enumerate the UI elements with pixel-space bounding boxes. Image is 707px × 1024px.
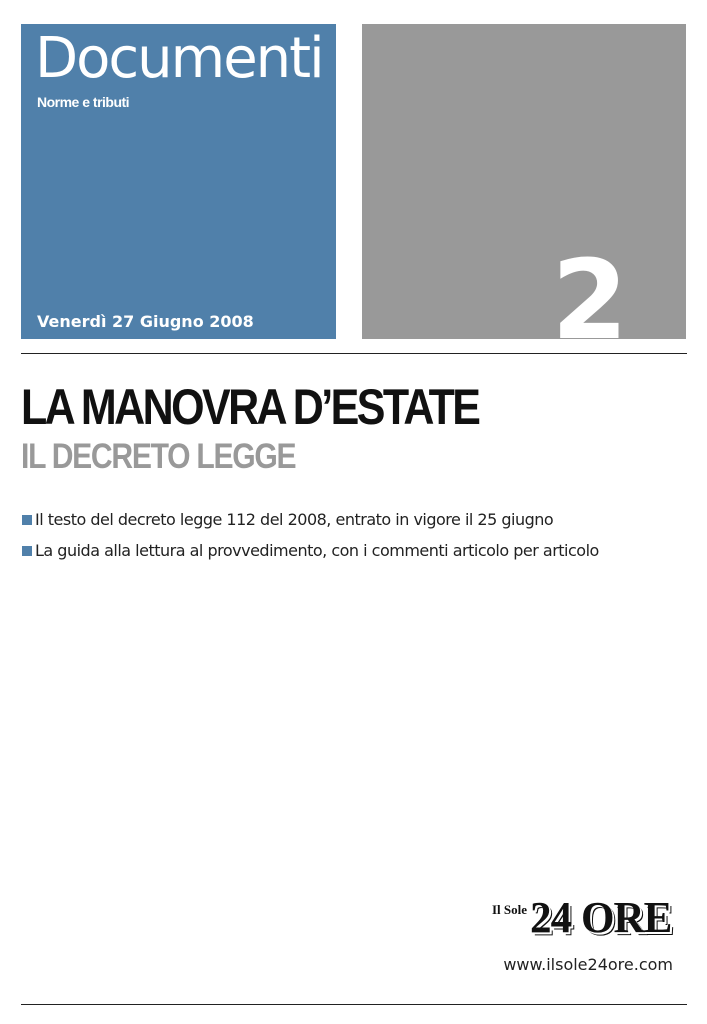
list-item-text: Il testo del decreto legge 112 del 2008, entrato in vigore il 25 giugno (35, 510, 554, 529)
series-title: Documenti (35, 26, 323, 91)
list-item (21, 510, 599, 541)
page-title: LA MANOVRA D’ESTATE (21, 379, 479, 435)
page-subtitle: IL DECRETO LEGGE (21, 437, 296, 476)
issue-number: 2 (551, 236, 628, 339)
bottom-divider (21, 1004, 687, 1005)
series-panel (21, 24, 336, 339)
website-link[interactable]: www.ilsole24ore.com (503, 955, 673, 974)
issue-panel (362, 24, 686, 339)
square-bullet-icon (22, 546, 32, 556)
list-item-text: La guida alla lettura al provvedimento, con i commenti articolo per articolo (35, 541, 599, 560)
list-item (21, 541, 599, 572)
publisher-logo (492, 893, 678, 944)
top-divider (21, 353, 687, 354)
square-bullet-icon (22, 515, 32, 525)
contents-list (21, 510, 599, 572)
logo-big-text: 24 ORE (530, 893, 672, 942)
series-subtitle: Norme e tributi (37, 94, 130, 110)
logo-small-text: Il Sole (492, 902, 528, 917)
issue-date: Venerdì 27 Giugno 2008 (37, 312, 254, 331)
